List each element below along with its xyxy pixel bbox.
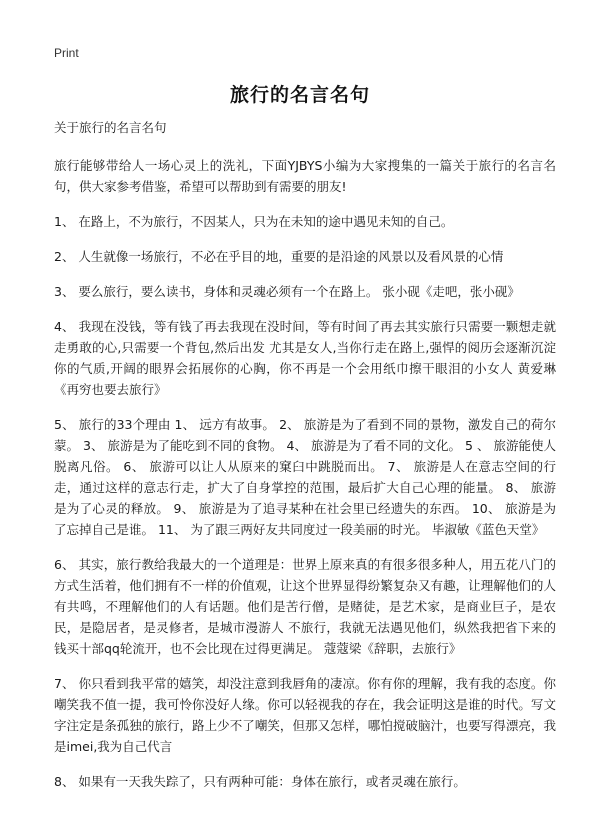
quote-paragraph-4: 4、 我现在没钱，等有钱了再去我现在没时间，等有时间了再去其实旅行只需要一颗想走就走勇敢的心,只需要一个背包,然后出发 尤其是女人,当你行走在路上,强悍的阅历会逐渐沉淀你的气质,开阔的眼界会拓展你的心胸，你不再是一个会用纸巾擦干眼泪的小女人 黄爱琳《再穷也要去旅行》 bbox=[54, 319, 556, 397]
quote-paragraph-7: 7、 你只看到我平常的嬉笑，却没注意到我唇角的凄凉。你有你的理解，我有我的态度。你嘲笑我不值一提，我可怜你没好人缘。你可以轻视我的存在，我会证明这是谁的时代。写文字注定是条孤独的旅行，路上少不了嘲笑，但那又怎样，哪怕搅破脑汁，也要写得漂亮，我是imei,我为自己代言 bbox=[54, 676, 556, 754]
quote-paragraph-1: 1、 在路上，不为旅行，不因某人，只为在未知的途中遇见未知的自己。 bbox=[54, 214, 454, 229]
article-body bbox=[54, 118, 556, 806]
article-subtitle: 关于旅行的名言名句 bbox=[54, 120, 167, 135]
quote-paragraph-8: 8、 如果有一天我失踪了，只有两种可能：身体在旅行，或者灵魂在旅行。 bbox=[54, 774, 466, 789]
quote-paragraph-3: 3、 要么旅行，要么读书，身体和灵魂必须有一个在路上。 张小砚《走吧，张小砚》 bbox=[54, 284, 520, 299]
quote-paragraph-5: 5、 旅行的33个理由 1、 远方有故事。 2、 旅游是为了看到不同的景物，激发自己的荷尔蒙。 3、 旅游是为了能吃到不同的食物。 4、 旅游是为了看不同的文化。 5 、 旅游能使人脱离凡俗。 6、 旅游可以让人从原来的窠臼中跳脱而出。 7、 旅游是人在意志空间的行走，通过这样的意志行走，扩大了自身掌控的范围，最后扩大自己心理的能量。 8、 旅游是为了心灵的释放。 9、 旅游是为了追寻某种在社会里已经遗失的东西。 10、 旅游是为了忘掉自己是谁。 11、 为了跟三两好友共同度过一段美丽的时光。 毕淑敏《蓝色天堂》 bbox=[54, 417, 556, 537]
quote-paragraph-6: 6、 其实，旅行教给我最大的一个道理是：世界上原来真的有很多很多种人，用五花八门的方式生活着，他们拥有不一样的价值观，让这个世界显得纷繁复杂又有趣，让理解他们的人有共鸣，不理解他们的人有话题。他们是苦行僧，是赌徒，是艺术家，是商业巨子，是农民，是隐居者，是灵修者，是城市漫游人 不旅行，我就无法遇见他们，纵然我把省下来的钱买十部qq轮流开，也不会比现在过得更满足。 蔻蔻梁《辞职，去旅行》 bbox=[54, 557, 556, 656]
article-intro: 旅行能够带给人一场心灵上的洗礼，下面YJBYS小编为大家搜集的一篇关于旅行的名言名句，供大家参考借鉴，希望可以帮助到有需要的朋友! bbox=[54, 158, 556, 194]
quote-paragraph-2: 2、 人生就像一场旅行，不必在乎目的地，重要的是沿途的风景以及看风景的心情 bbox=[54, 249, 504, 264]
print-label: Print bbox=[54, 46, 79, 60]
page-title: 旅行的名言名句 bbox=[229, 84, 370, 106]
